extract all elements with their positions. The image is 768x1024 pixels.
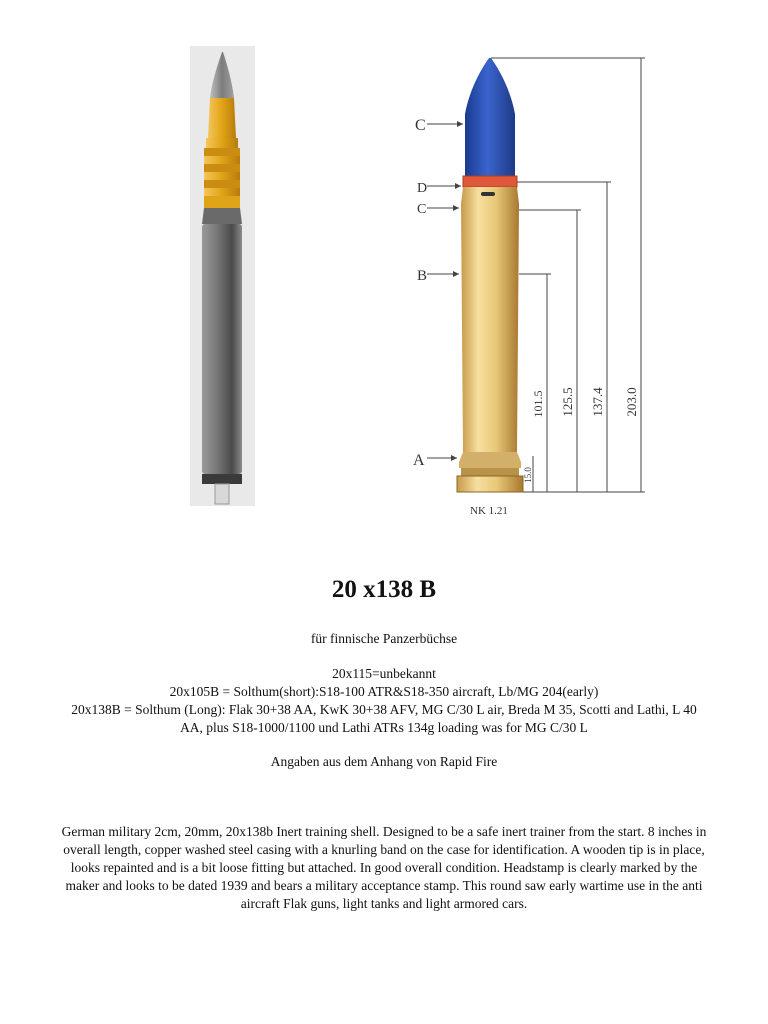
dim-125: 125.5	[560, 387, 575, 417]
label-c-lower: C	[417, 202, 427, 217]
caliber-line-3: 20x138B = Solthum (Long): Flak 30+38 AA, KwK 30+38 AFV, MG C/30 L air, Breda M 35, Scotti and Lathi, L 40 AA, plus S18-1000/1100 und Lathi ATRs 134g loading was for MG C/30 L	[71, 702, 697, 735]
cartridge-dimension-drawing-icon	[405, 52, 660, 522]
label-a: A	[413, 452, 425, 469]
dim-137: 137.4	[590, 387, 605, 417]
source-note	[60, 753, 708, 771]
page-title: 20 x138 B	[331, 576, 437, 603]
subtitle-text	[60, 630, 708, 648]
label-c-upper: C	[415, 117, 426, 134]
caliber-list	[60, 665, 708, 737]
dim-203: 203.0	[624, 387, 639, 417]
description-text: German military 2cm, 20mm, 20x138b Inert training shell. Designed to be a safe inert trainer from the start. 8 inches in overall length, copper washed steel casing with a knurling band on the case for identification. A wooden tip is in place, looks repainted and is a bit loose fitting but attached. In good overall condition. Headstamp is clearly marked by the maker and looks to be dated 1939 and bears a military acceptance stamp. This round saw early wartime use in the anti aircraft Flak guns, light tanks and light armored cars.	[61, 824, 707, 911]
caliber-line-2: 20x105B = Solthum(short):S18-100 ATR&S18-350 aircraft, Lb/MG 204(early)	[169, 684, 599, 699]
dim-101: 101.5	[531, 390, 545, 418]
cartridge-dimension-drawing	[405, 52, 660, 522]
caliber-line-1: 20x115=unbekannt	[332, 666, 436, 681]
label-d: D	[417, 181, 428, 196]
description-paragraph	[60, 823, 708, 913]
label-b: B	[417, 268, 428, 284]
source-line: Angaben aus dem Anhang von Rapid Fire	[270, 754, 498, 769]
cartridge-render-image	[190, 46, 255, 506]
subtitle-line: für finnische Panzerbüchse	[310, 631, 458, 646]
cartridge-3d-render-icon	[190, 46, 255, 506]
dim-rim: 15.0	[523, 467, 533, 483]
dim-base: NK 1.21	[470, 505, 508, 517]
